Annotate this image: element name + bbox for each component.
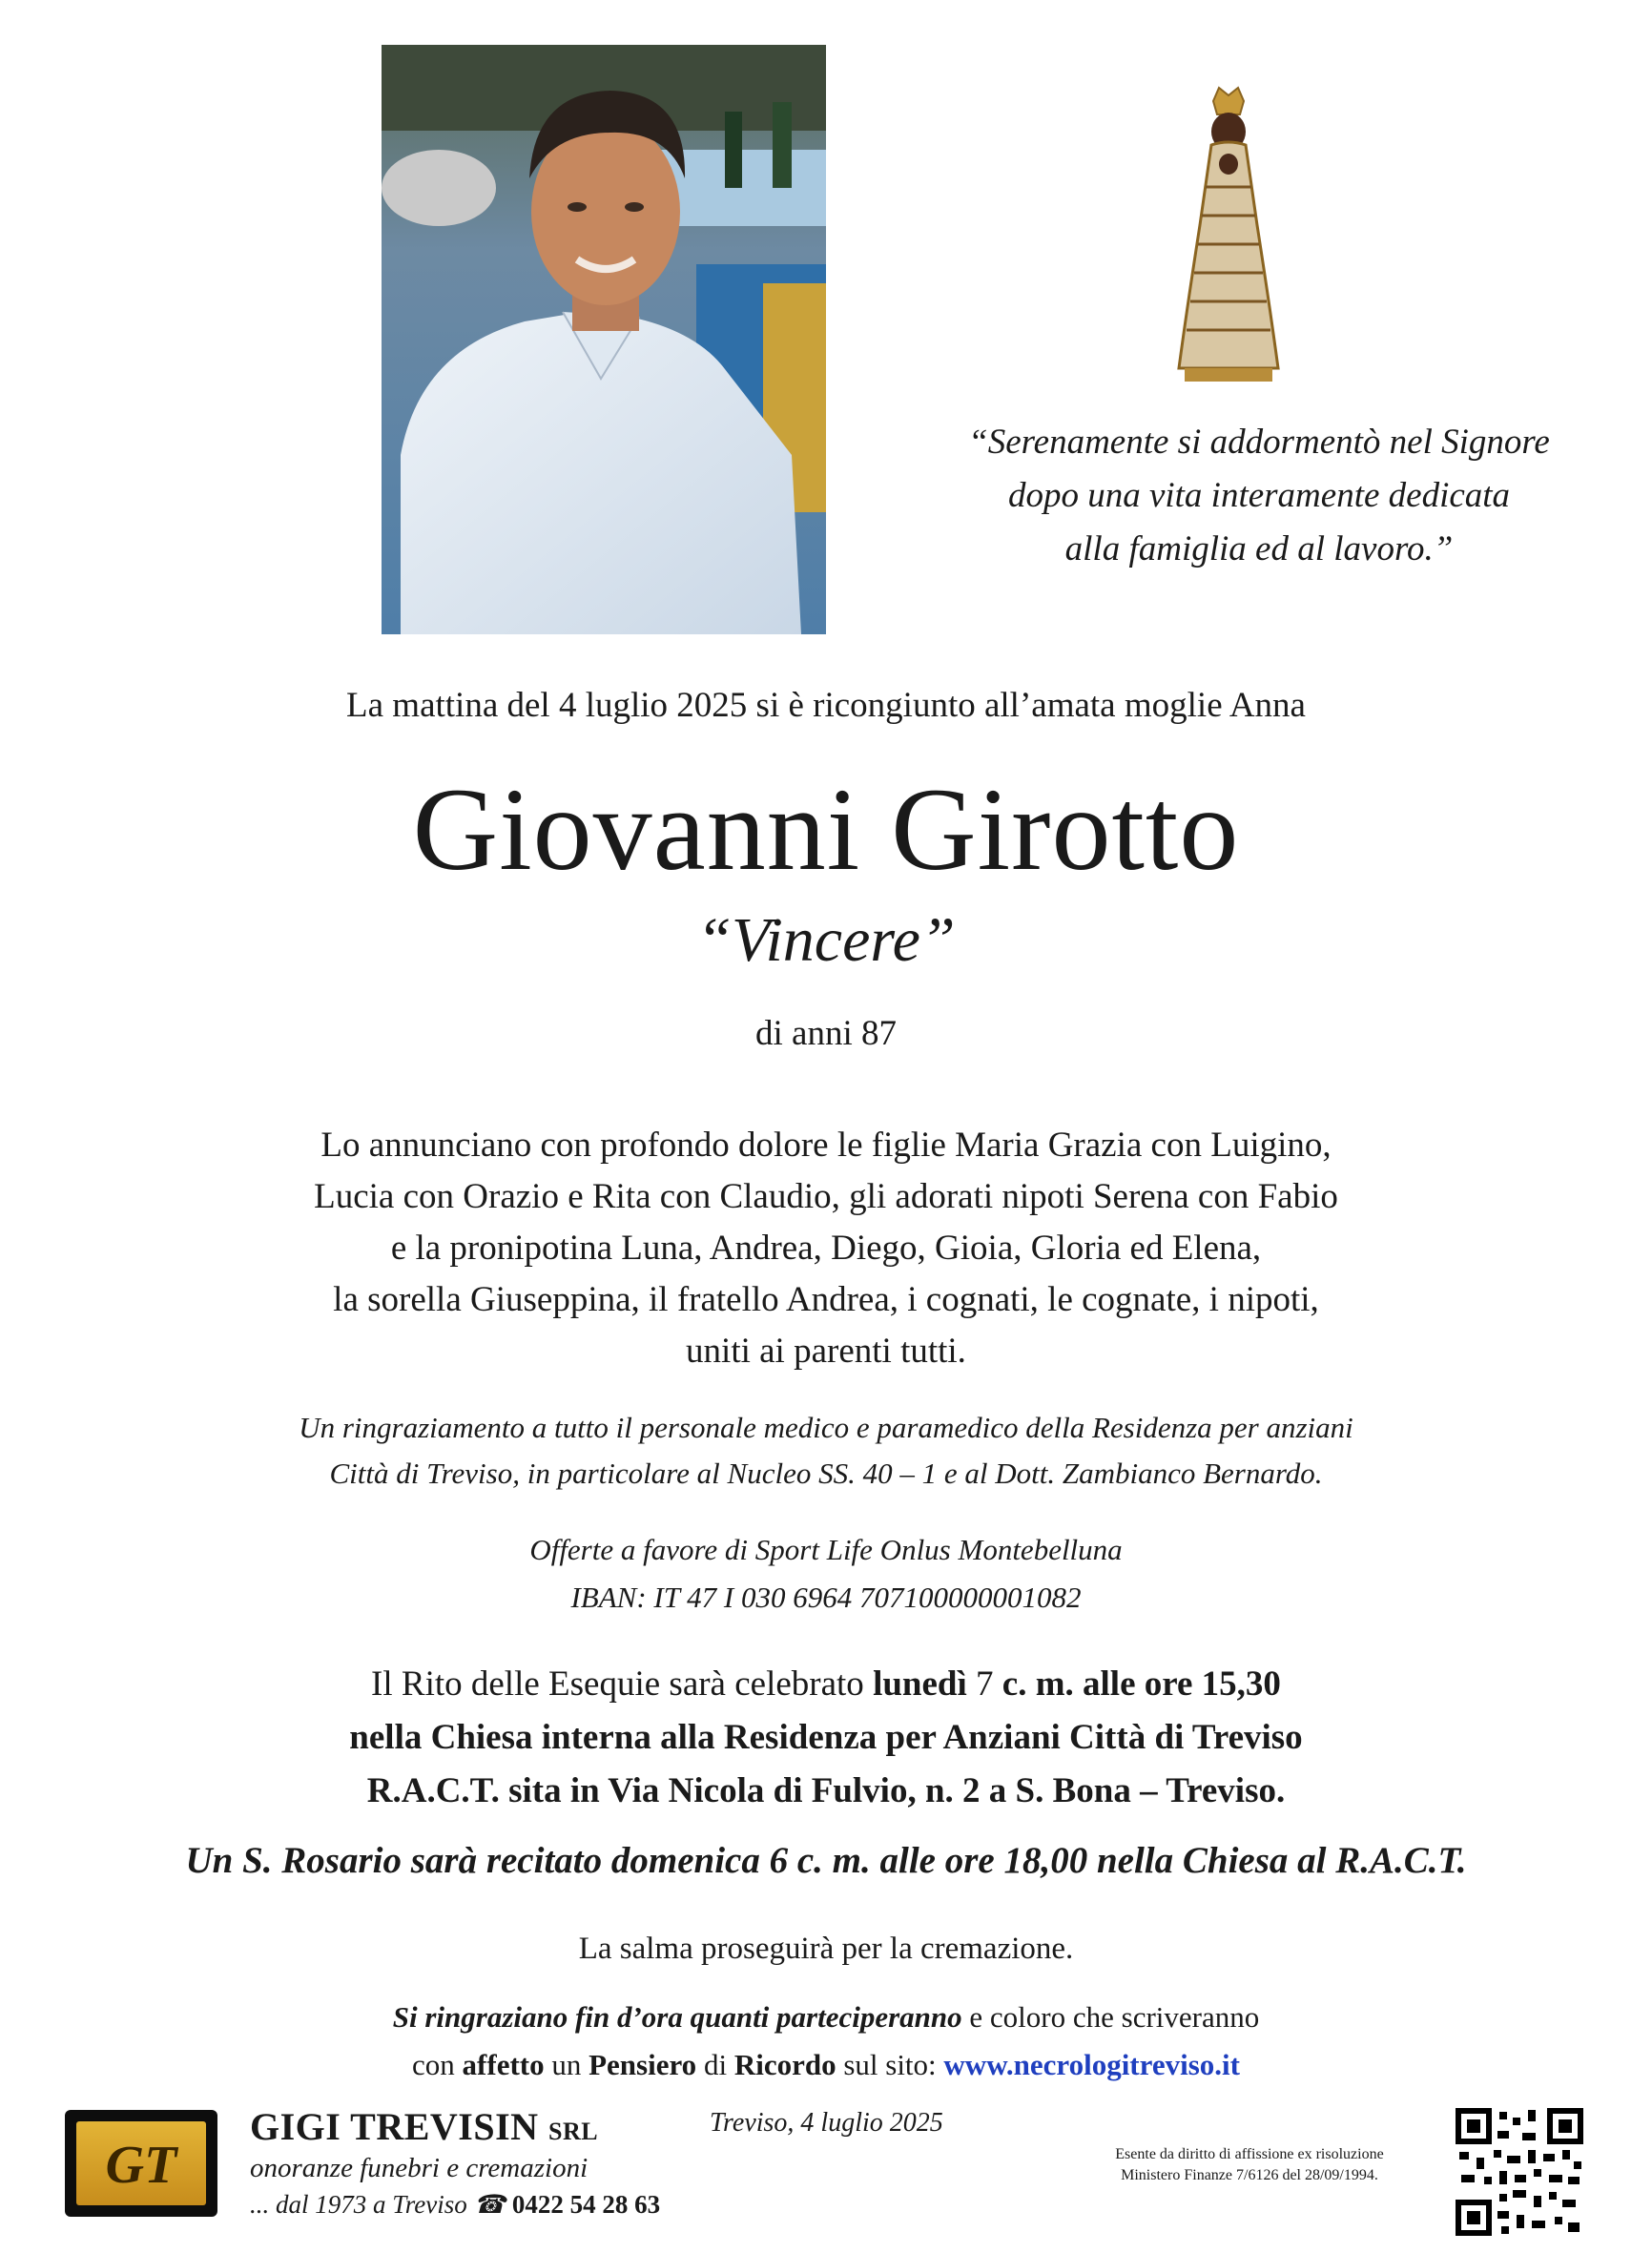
announcement-line: Lucia con Orazio e Rita con Claudio, gli adorati nipoti Serena con Fabio bbox=[314, 1177, 1338, 1216]
deceased-nickname: “Vincere” bbox=[696, 905, 956, 975]
exempt-line: Ministero Finanze 7/6126 del 28/09/1994. bbox=[1121, 2167, 1378, 2183]
company-info bbox=[250, 2104, 679, 2220]
rite-text: Il Rito delle Esequie sarà celebrato bbox=[371, 1664, 874, 1704]
quote-line: alla famiglia ed al lavoro.” bbox=[1064, 529, 1454, 568]
rosary-info: Un S. Rosario sarà recitato domenica 6 c. m. alle ore 18,00 nella Chiesa al R.A.C.T. bbox=[185, 1840, 1467, 1881]
logo-monogram: GT bbox=[105, 2136, 177, 2195]
closing-word: affetto bbox=[462, 2048, 545, 2081]
staff-thanks-line: Un ringraziamento a tutto il personale medico e paramedico della Residenza per anziani bbox=[299, 1411, 1353, 1444]
closing-text: con bbox=[412, 2048, 463, 2081]
phone-icon: ☎ bbox=[473, 2190, 506, 2219]
rite-line-3: R.A.C.T. sita in Via Nicola di Fulvio, n. 2 a S. Bona – Treviso. bbox=[366, 1771, 1286, 1810]
announcement-line: la sorella Giuseppina, il fratello Andrea, i cognati, le cognate, i nipoti, bbox=[333, 1280, 1319, 1319]
staff-thanks-line: Città di Treviso, in particolare al Nucleo SS. 40 – 1 e al Dott. Zambianco Bernardo. bbox=[329, 1457, 1323, 1490]
since-text: ... dal 1973 a Treviso bbox=[250, 2190, 467, 2219]
deceased-age: di anni 87 bbox=[755, 1014, 897, 1053]
donation-recipient: Offerte a favore di Sport Life Onlus Montebelluna bbox=[529, 1533, 1123, 1566]
quote-line: dopo una vita interamente dedicata bbox=[1007, 476, 1511, 515]
rite-line-1 bbox=[0, 1658, 1652, 1711]
closing-text: di bbox=[696, 2048, 734, 2081]
rite-line-2: nella Chiesa interna alla Residenza per Anziani Città di Treviso bbox=[349, 1718, 1303, 1757]
announcement-line: e la pronipotina Luna, Andrea, Diego, Gioia, Gloria ed Elena, bbox=[390, 1229, 1262, 1268]
rite-day: lunedì bbox=[873, 1664, 967, 1704]
madonna-statue-image bbox=[1171, 82, 1286, 385]
staff-thanks bbox=[0, 1405, 1652, 1497]
cremation-note: La salma proseguirà per la cremazione. bbox=[578, 1932, 1074, 1966]
quote-line: “Serenamente si addormentò nel Signore bbox=[968, 423, 1550, 462]
closing-text: e coloro che scriveranno bbox=[961, 2000, 1260, 2034]
company-name bbox=[250, 2104, 679, 2149]
closing-emphasis: Si ringraziano fin d’ora quanti parteciperanno bbox=[392, 2000, 962, 2034]
exempt-line: Esente da diritto di affissione ex risoluzione bbox=[1115, 2146, 1384, 2162]
closing-line-2 bbox=[0, 2041, 1652, 2089]
announcement-line: uniti ai parenti tutti. bbox=[686, 1332, 966, 1371]
tax-exemption-note bbox=[1078, 2144, 1421, 2186]
company-suffix: SRL bbox=[548, 2118, 599, 2145]
closing-text: sul sito: bbox=[836, 2048, 944, 2081]
family-announcement bbox=[0, 1120, 1652, 1377]
funeral-rite-info bbox=[0, 1658, 1652, 1818]
qr-code[interactable] bbox=[1456, 2108, 1583, 2236]
rite-date: 7 bbox=[966, 1664, 1002, 1704]
company-since bbox=[250, 2190, 679, 2220]
donation-iban: IBAN: IT 47 I 030 6964 707100000001082 bbox=[570, 1581, 1082, 1614]
closing-word: Pensiero bbox=[589, 2048, 697, 2081]
company-phone[interactable]: 0422 54 28 63 bbox=[511, 2190, 661, 2219]
company-logo bbox=[65, 2110, 217, 2217]
closing-word: Ricordo bbox=[733, 2048, 836, 2081]
closing-text: un bbox=[544, 2048, 589, 2081]
website-link[interactable]: www.necrologitreviso.it bbox=[943, 2048, 1240, 2081]
deceased-name: Giovanni Girotto bbox=[412, 764, 1240, 895]
closing-thanks bbox=[0, 1994, 1652, 2089]
announcement-line: Lo annunciano con profondo dolore le figlie Maria Grazia con Luigino, bbox=[320, 1126, 1332, 1165]
intro-text: La mattina del 4 luglio 2025 si è ricongiunto all’amata moglie Anna bbox=[346, 686, 1306, 725]
place-date: Treviso, 4 luglio 2025 bbox=[710, 2108, 943, 2138]
portrait-photo bbox=[382, 45, 826, 634]
rite-time: c. m. alle ore 15,30 bbox=[1002, 1664, 1281, 1704]
memorial-quote bbox=[878, 416, 1641, 576]
company-name-text: GIGI TREVISIN bbox=[250, 2105, 539, 2148]
donation-info bbox=[0, 1526, 1652, 1622]
closing-line-1 bbox=[0, 1994, 1652, 2041]
company-description: onoranze funebri e cremazioni bbox=[250, 2153, 589, 2183]
